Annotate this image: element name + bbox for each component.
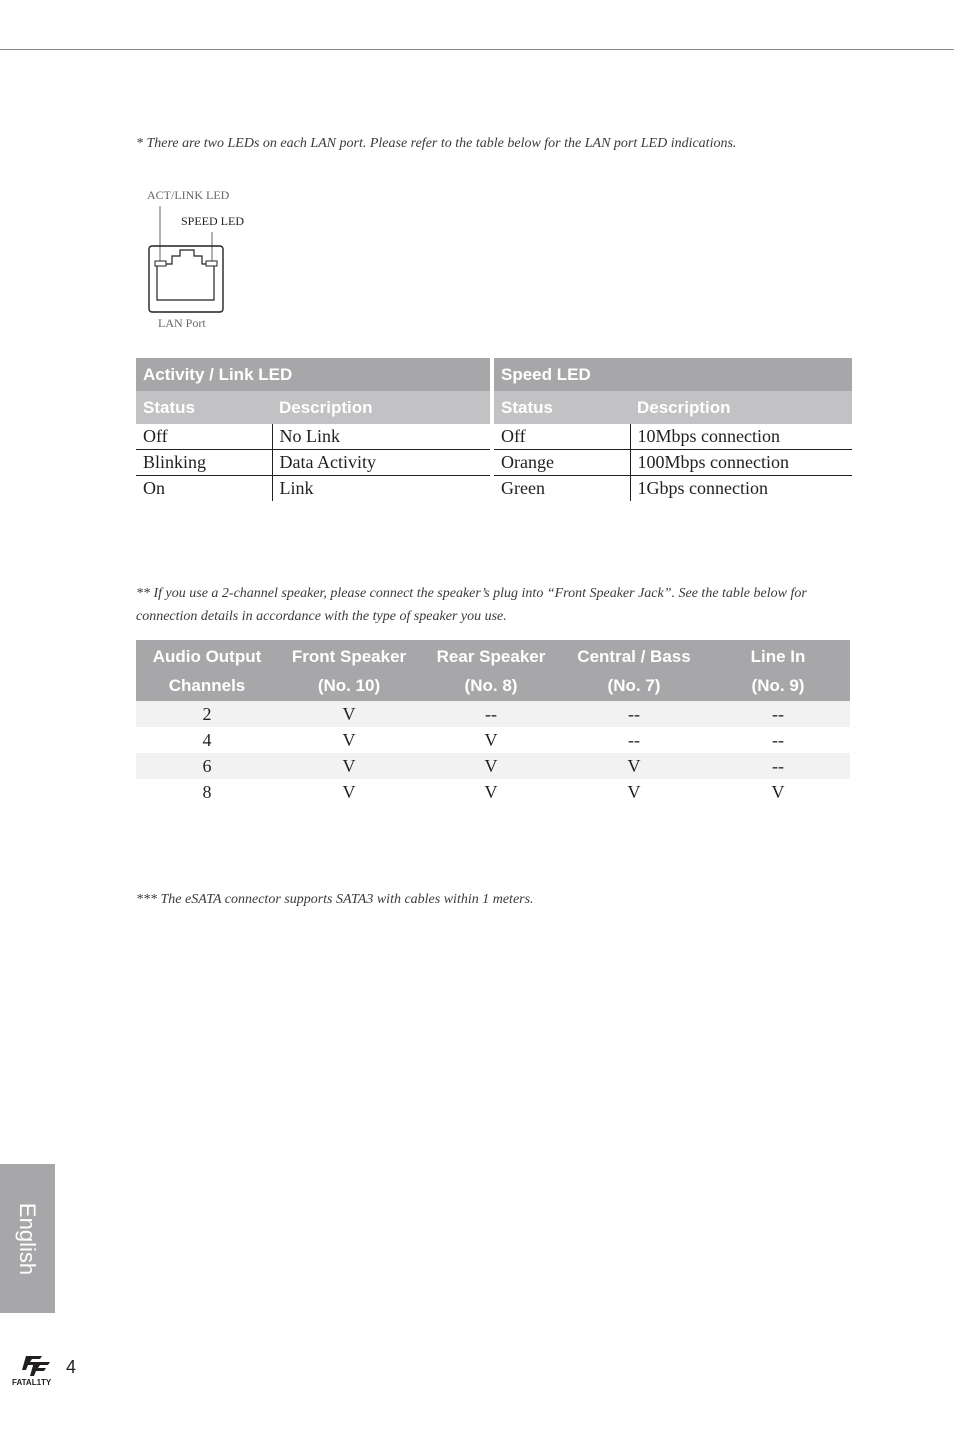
central-cell: -- (628, 729, 640, 750)
table-row (136, 727, 850, 753)
channels-cell: 8 (202, 781, 212, 802)
table-row (136, 701, 850, 727)
table-row (494, 476, 852, 502)
page-number: 4 (66, 1357, 77, 1377)
description-cell: 1Gbps connection (637, 478, 768, 498)
channels-cell: 2 (136, 701, 278, 727)
header-description: Description (272, 391, 490, 424)
audio-output-table (136, 640, 850, 805)
header-central-bass: Central / Bass (No. 7) (562, 640, 706, 701)
activity-table-title: Activity / Link LED (136, 358, 490, 391)
header-audio-output-channels: Audio Output Channels (136, 640, 278, 701)
status-cell: Green (494, 476, 630, 502)
description-cell: No Link (272, 424, 490, 450)
central-cell: V (562, 753, 706, 779)
table-row (494, 424, 852, 450)
front-cell: V (342, 781, 356, 802)
header-line-in: Line In (No. 9) (706, 640, 850, 701)
line-in-cell: -- (772, 729, 784, 750)
lan-led-note: * There are two LEDs on each LAN port. Please refer to the table below for the LAN port LED indications. (136, 136, 737, 151)
top-rule (0, 49, 954, 50)
speed-table-title: Speed LED (494, 358, 852, 391)
status-cell: Blinking (136, 450, 272, 476)
speed-led-label: SPEED LED (181, 214, 244, 228)
description-cell: Link (279, 478, 314, 498)
description-cell: 10Mbps connection (630, 424, 852, 450)
table-row (136, 753, 850, 779)
language-label: English (15, 1202, 40, 1276)
header-description: Description (630, 391, 852, 424)
fatal1ty-logo (12, 1354, 62, 1388)
audio-header-row (136, 640, 850, 701)
header-front-speaker: Front Speaker (No. 10) (278, 640, 420, 701)
esata-note: *** The eSATA connector supports SATA3 with cables within 1 meters. (136, 892, 534, 907)
lan-port-label: LAN Port (158, 316, 206, 330)
table-row (136, 450, 490, 476)
rear-cell: V (484, 781, 498, 802)
rear-cell: V (484, 729, 498, 750)
activity-link-led-table (136, 358, 490, 501)
front-cell: V (278, 753, 420, 779)
lan-port-diagram (130, 180, 270, 340)
act-link-led-label: ACT/LINK LED (147, 188, 230, 202)
rear-cell: V (420, 753, 562, 779)
description-cell: Data Activity (272, 450, 490, 476)
front-cell: V (342, 729, 356, 750)
audio-note: ** If you use a 2-channel speaker, please connect the speaker’s plug into “Front Speaker Jack”. See the table below for connection details in accordance with the type of speaker you use. (136, 586, 807, 624)
central-cell: -- (562, 701, 706, 727)
table-row (136, 779, 850, 805)
fatal1ty-logo-icon (12, 1354, 62, 1388)
line-in-cell: V (771, 781, 785, 802)
line-in-cell: -- (706, 701, 850, 727)
front-cell: V (278, 701, 420, 727)
channels-cell: 6 (136, 753, 278, 779)
speed-led-table (494, 358, 852, 501)
table-row (136, 424, 490, 450)
channels-cell: 4 (202, 729, 212, 750)
status-cell: Off (136, 424, 272, 450)
header-status: Status (136, 391, 272, 424)
logo-text: FATAL1TY (12, 1378, 52, 1387)
status-cell: Orange (494, 450, 630, 476)
line-in-cell: -- (706, 753, 850, 779)
header-rear-speaker: Rear Speaker (No. 8) (420, 640, 562, 701)
rear-cell: -- (420, 701, 562, 727)
language-tab (0, 1164, 55, 1313)
header-status: Status (494, 391, 630, 424)
table-row (494, 450, 852, 476)
description-cell: 100Mbps connection (630, 450, 852, 476)
central-cell: V (627, 781, 641, 802)
status-cell: Off (494, 424, 630, 450)
status-cell: On (136, 476, 272, 502)
table-row (136, 476, 490, 502)
